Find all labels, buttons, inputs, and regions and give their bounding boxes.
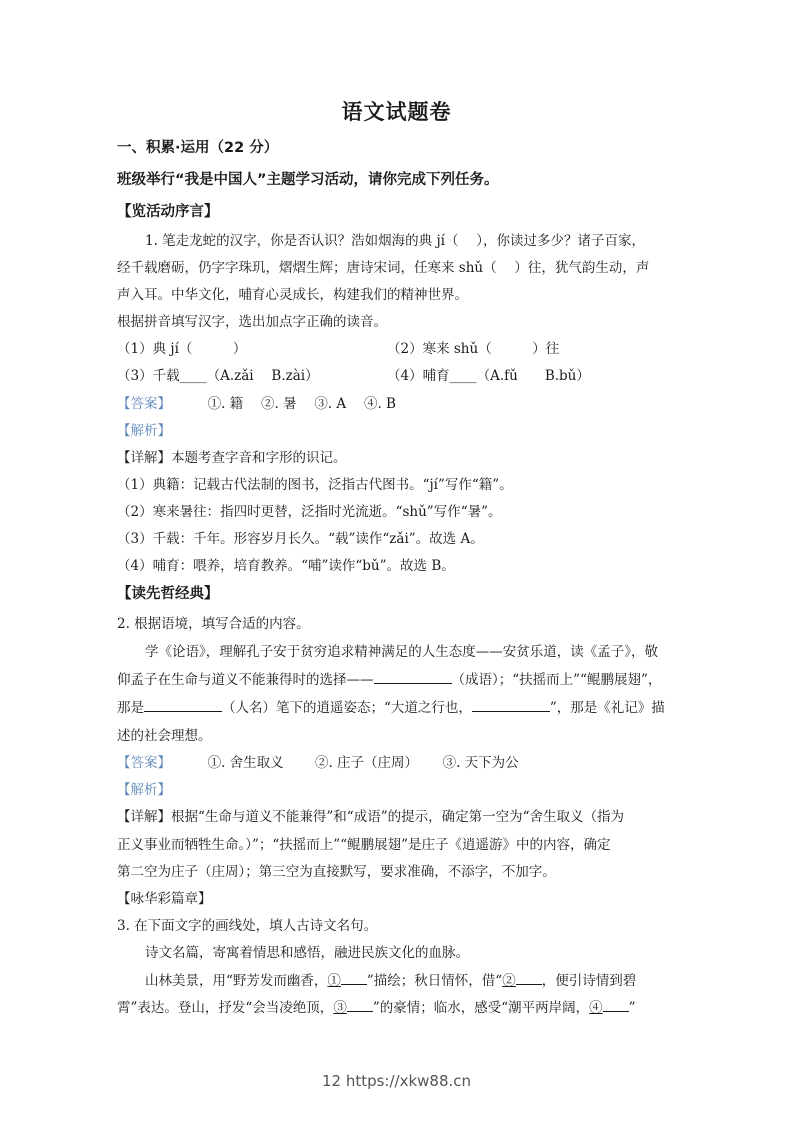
q1-item4: （4）哺育____（A.fǔ B.bǔ） (387, 368, 590, 384)
q2-prompt: 2. 根据语境，填写合适的内容。 (117, 616, 310, 632)
q3-text: 山林美景，用“野芳发而幽香， (145, 973, 328, 989)
fill-blank (144, 699, 222, 712)
part3-heading: 【咏华彩篇章】 (117, 891, 212, 907)
blank-marker: ③ (333, 1000, 347, 1016)
q2-line (117, 671, 687, 689)
q3-line (117, 999, 687, 1017)
part1-heading: 【览活动序言】 (117, 204, 219, 220)
part2-heading: 【读先哲经典】 (117, 586, 219, 602)
q3-text: ” (628, 1000, 636, 1016)
q3-text: ，便引诗情到碧 (541, 973, 637, 989)
q2-answer: ①. 舍生取义 ②. 庄子（庄周） ③. 天下为公 (207, 755, 519, 771)
blank-marker: ② (502, 973, 516, 989)
q3-text: ”描绘；秋日情怀，借“ (366, 973, 503, 989)
q1-detail: （3）千载：千年。形容岁月长久。“载”读作“zǎi”。故选 A。 (117, 531, 484, 547)
q1-item1: （1）典 jí（ ） (117, 341, 247, 357)
q2-text: （成语）；“扶摇而上”“鲲鹏展翅”， (451, 672, 662, 688)
fill-blank (341, 972, 367, 985)
q1-item2: （2）寒来 shǔ（ ）往 (387, 341, 560, 357)
q2-text: （人名）笔下的逍遥姿态；“大道之行也， (222, 700, 472, 716)
fill-blank (516, 972, 542, 985)
fill-blank (472, 699, 550, 712)
answer-label: 【答案】 (117, 396, 171, 412)
q2-detail: 第二空为庄子（庄周）；第三空为直接默写，要求准确，不添字，不加字。 (117, 864, 556, 880)
section-heading: 一、积累·运用（22 分） (117, 140, 279, 156)
section-intro: 班级举行“我是中国人”主题学习活动，请你完成下列任务。 (117, 172, 499, 188)
page-title: 语文试题卷 (341, 100, 452, 124)
answer-label: 【答案】 (117, 755, 171, 771)
q1-item3: （3）千载____（A.zǎi B.zài） (117, 368, 319, 384)
q1-items-row2 (117, 367, 687, 385)
q2-answer-row (117, 754, 687, 772)
q1-passage-line3: 声入耳。中华文化，哺育心灵成长，构建我们的精神世界。 (117, 287, 468, 303)
analysis-label: 【解析】 (117, 423, 171, 439)
q3-text: 霄”表达。登山，抒发“会当凌绝顶， (117, 1000, 334, 1016)
q2-line (117, 699, 687, 717)
q2-line: 学《论语》，理解孔子安于贫穷追求精神满足的人生态度——安贫乐道，读《孟子》，敬 (145, 644, 658, 660)
q3-line: 诗文名篇，寄寓着情思和感悟，融进民族文化的血脉。 (145, 945, 469, 961)
q2-detail: 正义事业而牺牲生命。）”；“扶摇而上”“鲲鹏展翅”是庄子《逍遥游》中的内容，确定 (117, 837, 611, 853)
q1-detail: 【详解】本题考查字音和字形的识记。 (117, 450, 347, 466)
q3-line (117, 972, 715, 990)
q2-text: 那是 (117, 700, 144, 716)
analysis-label: 【解析】 (117, 782, 171, 798)
q2-detail: 【详解】根据“生命与道义不能兼得”和“成语”的提示，确定第一空为“舍生取义（指为 (117, 809, 625, 825)
q3-text: ”的豪情；临水，感受“潮平两岸阔， (372, 1000, 590, 1016)
q2-text: 仰孟子在生命与道义不能兼得时的选择—— (117, 672, 374, 688)
q1-detail: （2）寒来暑往：指四时更替，泛指时光流逝。“shǔ”写作“暑”。 (117, 504, 502, 520)
fill-blank (374, 671, 452, 684)
q1-detail: （1）典籍：记载古代法制的图书，泛指古代图书。“jí”写作“籍”。 (117, 477, 513, 493)
fill-blank (347, 999, 373, 1012)
q2-line: 述的社会理想。 (117, 728, 212, 744)
blank-marker: ① (327, 973, 341, 989)
q1-passage-line1: 1. 笔走龙蛇的汉字，你是否认识？浩如烟海的典 jí（ ），你读过多少？诸子百家， (145, 233, 646, 249)
q1-answer-row (117, 395, 687, 413)
q1-items-row1 (117, 340, 687, 358)
q1-passage-line2: 经千载磨砺，仍字字珠玑，熠熠生辉；唐诗宋词，任寒来 shǔ（ ）往，犹气韵生动，声 (117, 260, 650, 276)
q2-text: ”，那是《礼记》描 (549, 700, 665, 716)
q1-instruction: 根据拼音填写汉字，选出加点字正确的读音。 (117, 314, 387, 330)
blank-marker: ④ (589, 1000, 603, 1016)
fill-blank (603, 999, 629, 1012)
page-footer: 12 https://xkw88.cn (321, 1072, 472, 1090)
q3-prompt: 3. 在下面文字的画线处，填人古诗文名句。 (117, 918, 378, 934)
q1-detail: （4）哺育：喂养，培育教养。“哺”读作“bǔ”。故选 B。 (117, 558, 455, 574)
q1-answer: ①. 籍 ②. 暑 ③. A ④. B (207, 396, 396, 412)
